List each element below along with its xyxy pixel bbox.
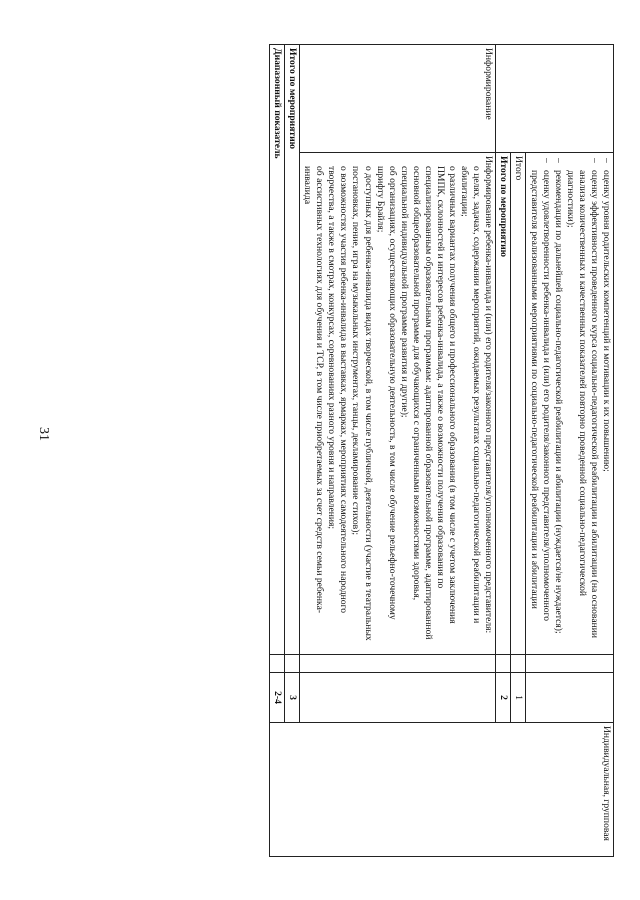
list-item: – оценку удовлетворенности ребенка-инвалида и (или) его родителя/законного представителя/уполномоченного представителя реализованными мероприятиями по социально-педагогической реабилитации и абилитации — [527, 170, 551, 651]
event-total-label: Итого по мероприятию — [496, 153, 511, 655]
empty-cell — [300, 655, 496, 673]
form-cell: Индивидуальная, групповая — [269, 723, 613, 857]
rotated-table-wrapper — [52, 44, 614, 856]
list-item: – рекомендации по дальнейшей социально-педагогической реабилитации и абилитации (нуждается/не нуждается); — [552, 170, 564, 651]
empty-cell — [526, 655, 614, 673]
page-number: 31 — [36, 427, 51, 441]
informing-intro: Информирование ребенка-инвалида и (или) его родителя/законного представителя/уполномоченного представителя: — [483, 156, 495, 634]
event-total-value: 3 — [284, 673, 299, 723]
list-item: об организациях, осуществляющих образовательную деятельность, в том числе обучение рельефно-точечному шрифту Брайля; — [374, 166, 398, 620]
total-value: 1 — [511, 673, 526, 723]
list-item: о различных вариантах получения общего и профессионального образования (в том числе с учетом заключения ПМПК, склонностей и интересов ребенка-инвалида, а также о возможности получения образования по специализированным образовательным программам: адаптированной образовательной программе, адаптированной основной общеобразовательной программе для обучающихся с ограниченными возможностями здоровья, специальной индивидуальной программе развития и другие); — [398, 166, 459, 640]
empty-cell — [300, 673, 496, 723]
event-total-value: 2 — [496, 673, 511, 723]
range-indicator-value: 2-4 — [269, 673, 284, 723]
empty-cell — [511, 655, 526, 673]
assessment-list — [527, 156, 612, 651]
total-label: Итого — [511, 153, 526, 655]
activities-table — [269, 44, 614, 857]
empty-cell — [496, 655, 511, 673]
list-item: об ассистивных технологиях для обучения и ТСР, в том числе приобретаемых за счет средств семьи ребенка-инвалида — [302, 166, 326, 614]
list-item: – оценку эффективности проведенного курса социально-педагогической реабилитации и абилитации (на основании анализа количественных и качественных показателей повторно проведенной социально-педагогической диагностики); — [564, 170, 600, 651]
list-item: о доступных для ребенка-инвалида видах творческой, в том числе публичной, деятельности (участие в театральных постановках, пение, игра на музыкальных инструментах, танцы, декламирование стихов); — [350, 166, 374, 641]
empty-cell — [526, 673, 614, 723]
empty-cell — [269, 655, 284, 673]
list-item: о возможностях участия ребенка-инвалида в выставках, ярмарках, мероприятиях самодеятельного народного творчества, а также в смотрах, конкурсах, соревнованиях разного уровня и направления; — [326, 166, 350, 614]
empty-cell — [284, 655, 299, 673]
assessment-list-cell — [526, 153, 614, 655]
activity-name: Информирование — [300, 45, 496, 153]
list-item: о целях, задачах, содержании мероприятий, ожидаемых результатах социально-педагогической реабилитации и абилитации; — [459, 166, 483, 624]
informing-content-cell — [300, 153, 496, 655]
table-row — [526, 45, 614, 857]
empty-cell — [496, 45, 614, 153]
event-total-label: Итого по мероприятию — [284, 45, 299, 655]
range-indicator-label: Диапазонный показатель — [269, 45, 284, 655]
list-item: – оценку уровня родительских компетенций и мотивации к их повышению; — [600, 170, 612, 651]
